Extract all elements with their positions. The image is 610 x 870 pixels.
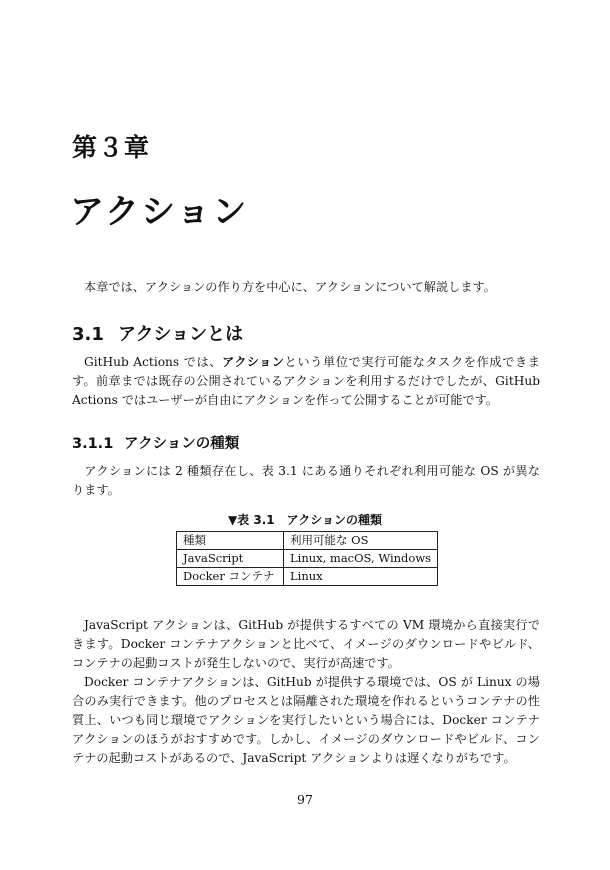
table-caption [0,511,610,528]
section-heading [72,320,243,346]
table-caption-title: アクションの種類 [286,513,383,527]
table-header-row [177,532,438,550]
page-number: 97 [297,792,313,807]
table-row [177,550,438,568]
subsection-title: アクションの種類 [124,436,240,452]
subsection-text: アクションには 2 種類存在し、表 3.1 にある通りそれぞれ利用可能な OS が異なります。 [72,464,540,497]
table-header-cell: 利用可能な OS [284,532,438,550]
table-cell: Linux, macOS, Windows [284,550,438,568]
table-cell: JavaScript [177,550,284,568]
intro-paragraph [72,278,540,297]
section-title: アクションとは [118,324,244,345]
body-text: JavaScript アクションは、GitHub が提供するすべての VM 環境から直接実行できます。Docker コンテナアクションと比べて、イメージのダウンロードやビルド、コンテナの起動コストが発生しないので、実行が高速です。 [72,618,540,670]
action-types-table [176,531,438,586]
chapter-title: アクション [70,192,249,232]
body-paragraph [72,673,540,768]
body-text: Docker コンテナアクションは、GitHub が提供する環境では、OS が Linux の場合のみ実行できます。他のプロセスとは隔離された環境を作れるというコンテナの性質上、いつも同じ環境でアクションを実行したいという場合には、Docker コンテナアクションのほうがおすすめです。しかし、イメージのダウンロードやビルド、コンテナの起動コストがあるので、JavaScript アクションよりは遅くなりがちです。 [72,675,540,765]
subsection-paragraph [72,462,540,500]
subsection-heading [72,432,239,453]
chapter-label: 第３章 [72,133,151,162]
body-paragraph [72,616,540,673]
section-paragraph [72,353,540,410]
section-text-before: GitHub Actions では、 [84,355,223,369]
table-cell: Docker コンテナ [177,568,284,586]
section-bold-term: アクション [222,355,285,369]
intro-text: 本章では、アクションの作り方を中心に、アクションについて解説します。 [84,280,496,294]
subsection-number: 3.1.1 [72,436,114,452]
table-cell: Linux [284,568,438,586]
section-number: 3.1 [72,324,104,345]
table-header-cell: 種類 [177,532,284,550]
section-text-after: という単位で実行可能なタスクを作成できます。前章までは既存の公開されているアクションを利用するだけでしたが、GitHub Actions ではユーザーが自由にアクションを作って公開することが可能です。 [72,355,540,407]
table-row [177,568,438,586]
table-caption-number: ▼表 3.1 [227,513,275,527]
